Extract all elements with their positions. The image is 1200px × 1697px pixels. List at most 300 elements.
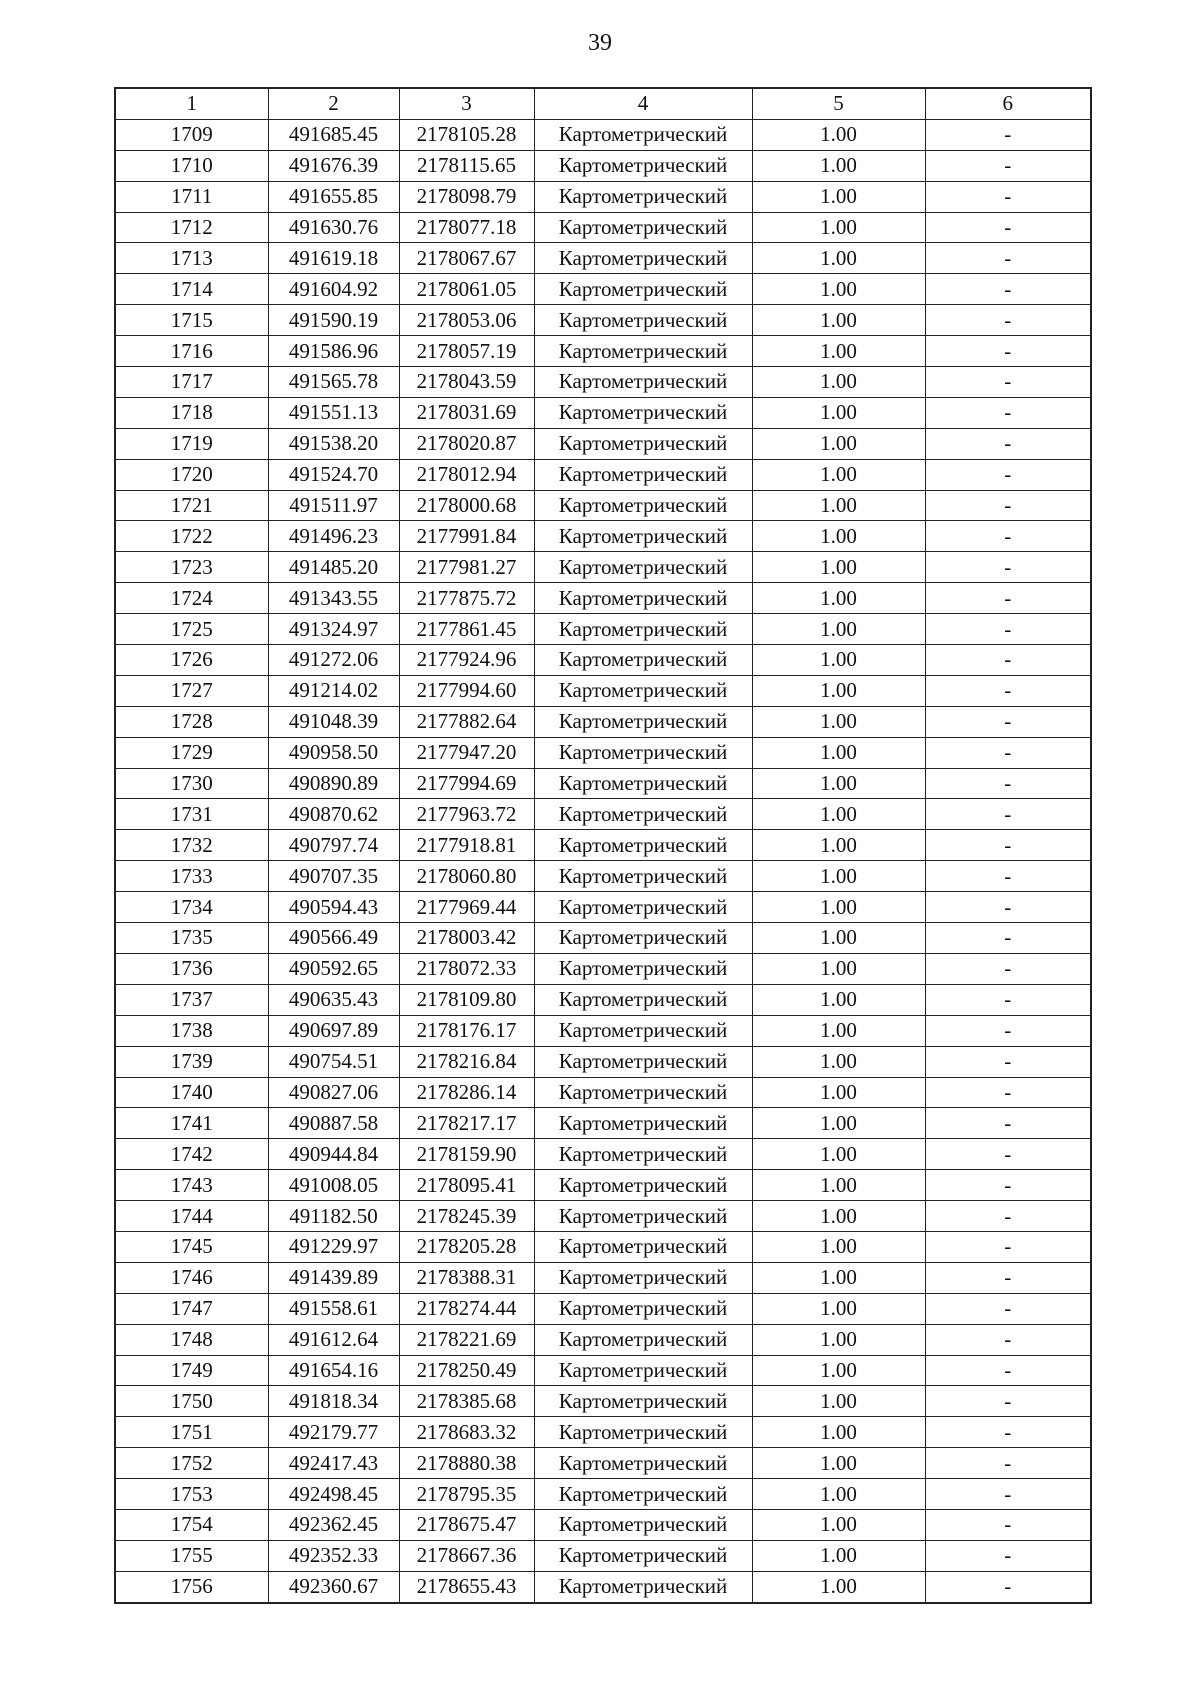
method-cell: Картометрический — [534, 212, 752, 243]
column-header: 5 — [752, 88, 925, 119]
description-cell: - — [925, 305, 1091, 336]
point-number-cell: 1756 — [115, 1571, 268, 1602]
x-coordinate-cell: 491182.50 — [268, 1201, 399, 1232]
y-coordinate-cell: 2178880.38 — [399, 1448, 534, 1479]
y-coordinate-cell: 2178683.32 — [399, 1417, 534, 1448]
x-coordinate-cell: 490697.89 — [268, 1015, 399, 1046]
y-coordinate-cell: 2178388.31 — [399, 1262, 534, 1293]
description-cell: - — [925, 212, 1091, 243]
point-number-cell: 1740 — [115, 1077, 268, 1108]
description-cell: - — [925, 923, 1091, 954]
point-number-cell: 1746 — [115, 1262, 268, 1293]
point-number-cell: 1728 — [115, 706, 268, 737]
description-cell: - — [925, 1324, 1091, 1355]
x-coordinate-cell: 491496.23 — [268, 521, 399, 552]
point-number-cell: 1722 — [115, 521, 268, 552]
x-coordinate-cell: 491524.70 — [268, 459, 399, 490]
y-coordinate-cell: 2178012.94 — [399, 459, 534, 490]
method-cell: Картометрический — [534, 861, 752, 892]
x-coordinate-cell: 491654.16 — [268, 1355, 399, 1386]
method-cell: Картометрический — [534, 1170, 752, 1201]
y-coordinate-cell: 2178061.05 — [399, 274, 534, 305]
x-coordinate-cell: 491590.19 — [268, 305, 399, 336]
point-number-cell: 1734 — [115, 892, 268, 923]
method-cell: Картометрический — [534, 428, 752, 459]
description-cell: - — [925, 1571, 1091, 1602]
point-number-cell: 1752 — [115, 1448, 268, 1479]
description-cell: - — [925, 274, 1091, 305]
x-coordinate-cell: 490566.49 — [268, 923, 399, 954]
accuracy-cell: 1.00 — [752, 923, 925, 954]
accuracy-cell: 1.00 — [752, 1170, 925, 1201]
accuracy-cell: 1.00 — [752, 861, 925, 892]
header-row — [115, 88, 1091, 119]
table-row — [115, 181, 1091, 212]
point-number-cell: 1732 — [115, 830, 268, 861]
table-row — [115, 397, 1091, 428]
method-cell: Картометрический — [534, 799, 752, 830]
method-cell: Картометрический — [534, 397, 752, 428]
description-cell: - — [925, 614, 1091, 645]
x-coordinate-cell: 491538.20 — [268, 428, 399, 459]
method-cell: Картометрический — [534, 1509, 752, 1540]
table-row — [115, 923, 1091, 954]
x-coordinate-cell: 490890.89 — [268, 768, 399, 799]
table-row — [115, 1324, 1091, 1355]
y-coordinate-cell: 2178286.14 — [399, 1077, 534, 1108]
description-cell: - — [925, 1077, 1091, 1108]
table-row — [115, 367, 1091, 398]
table-row — [115, 490, 1091, 521]
table-row — [115, 1231, 1091, 1262]
point-number-cell: 1723 — [115, 552, 268, 583]
accuracy-cell: 1.00 — [752, 645, 925, 676]
accuracy-cell: 1.00 — [752, 1201, 925, 1232]
point-number-cell: 1736 — [115, 953, 268, 984]
x-coordinate-cell: 491343.55 — [268, 583, 399, 614]
accuracy-cell: 1.00 — [752, 892, 925, 923]
y-coordinate-cell: 2178072.33 — [399, 953, 534, 984]
description-cell: - — [925, 706, 1091, 737]
description-cell: - — [925, 1448, 1091, 1479]
description-cell: - — [925, 953, 1091, 984]
accuracy-cell: 1.00 — [752, 1015, 925, 1046]
point-number-cell: 1745 — [115, 1231, 268, 1262]
point-number-cell: 1744 — [115, 1201, 268, 1232]
description-cell: - — [925, 397, 1091, 428]
method-cell: Картометрический — [534, 1417, 752, 1448]
y-coordinate-cell: 2178216.84 — [399, 1046, 534, 1077]
column-header: 4 — [534, 88, 752, 119]
point-number-cell: 1748 — [115, 1324, 268, 1355]
y-coordinate-cell: 2178795.35 — [399, 1479, 534, 1510]
y-coordinate-cell: 2178105.28 — [399, 119, 534, 150]
x-coordinate-cell: 491558.61 — [268, 1293, 399, 1324]
method-cell: Картометрический — [534, 1139, 752, 1170]
accuracy-cell: 1.00 — [752, 552, 925, 583]
column-header: 1 — [115, 88, 268, 119]
table-row — [115, 212, 1091, 243]
point-number-cell: 1715 — [115, 305, 268, 336]
description-cell: - — [925, 1355, 1091, 1386]
y-coordinate-cell: 2178159.90 — [399, 1139, 534, 1170]
point-number-cell: 1739 — [115, 1046, 268, 1077]
description-cell: - — [925, 336, 1091, 367]
table-row — [115, 1386, 1091, 1417]
accuracy-cell: 1.00 — [752, 737, 925, 768]
description-cell: - — [925, 737, 1091, 768]
y-coordinate-cell: 2177969.44 — [399, 892, 534, 923]
accuracy-cell: 1.00 — [752, 1077, 925, 1108]
accuracy-cell: 1.00 — [752, 397, 925, 428]
column-header: 6 — [925, 88, 1091, 119]
accuracy-cell: 1.00 — [752, 1417, 925, 1448]
accuracy-cell: 1.00 — [752, 1571, 925, 1602]
method-cell: Картометрический — [534, 583, 752, 614]
y-coordinate-cell: 2178098.79 — [399, 181, 534, 212]
table-row — [115, 243, 1091, 274]
x-coordinate-cell: 490887.58 — [268, 1108, 399, 1139]
accuracy-cell: 1.00 — [752, 1293, 925, 1324]
point-number-cell: 1738 — [115, 1015, 268, 1046]
x-coordinate-cell: 491612.64 — [268, 1324, 399, 1355]
method-cell: Картометрический — [534, 459, 752, 490]
point-number-cell: 1741 — [115, 1108, 268, 1139]
accuracy-cell: 1.00 — [752, 614, 925, 645]
x-coordinate-cell: 491229.97 — [268, 1231, 399, 1262]
table-row — [115, 1108, 1091, 1139]
accuracy-cell: 1.00 — [752, 119, 925, 150]
x-coordinate-cell: 490594.43 — [268, 892, 399, 923]
table-row — [115, 552, 1091, 583]
method-cell: Картометрический — [534, 1571, 752, 1602]
x-coordinate-cell: 492352.33 — [268, 1540, 399, 1571]
table-row — [115, 675, 1091, 706]
table-row — [115, 768, 1091, 799]
page-number: 39 — [588, 30, 612, 56]
description-cell: - — [925, 1108, 1091, 1139]
y-coordinate-cell: 2178095.41 — [399, 1170, 534, 1201]
description-cell: - — [925, 1386, 1091, 1417]
y-coordinate-cell: 2178675.47 — [399, 1509, 534, 1540]
y-coordinate-cell: 2178053.06 — [399, 305, 534, 336]
method-cell: Картометрический — [534, 1479, 752, 1510]
method-cell: Картометрический — [534, 1386, 752, 1417]
method-cell: Картометрический — [534, 1108, 752, 1139]
description-cell: - — [925, 521, 1091, 552]
y-coordinate-cell: 2177918.81 — [399, 830, 534, 861]
table-row — [115, 861, 1091, 892]
x-coordinate-cell: 491214.02 — [268, 675, 399, 706]
description-cell: - — [925, 583, 1091, 614]
table-row — [115, 1571, 1091, 1602]
y-coordinate-cell: 2177994.60 — [399, 675, 534, 706]
method-cell: Картометрический — [534, 150, 752, 181]
method-cell: Картометрический — [534, 305, 752, 336]
table-body — [115, 119, 1091, 1602]
description-cell: - — [925, 1170, 1091, 1201]
y-coordinate-cell: 2178385.68 — [399, 1386, 534, 1417]
description-cell: - — [925, 552, 1091, 583]
method-cell: Картометрический — [534, 1262, 752, 1293]
accuracy-cell: 1.00 — [752, 150, 925, 181]
description-cell: - — [925, 1509, 1091, 1540]
x-coordinate-cell: 491272.06 — [268, 645, 399, 676]
x-coordinate-cell: 491685.45 — [268, 119, 399, 150]
x-coordinate-cell: 490944.84 — [268, 1139, 399, 1170]
y-coordinate-cell: 2178205.28 — [399, 1231, 534, 1262]
accuracy-cell: 1.00 — [752, 274, 925, 305]
point-number-cell: 1753 — [115, 1479, 268, 1510]
description-cell: - — [925, 1201, 1091, 1232]
description-cell: - — [925, 428, 1091, 459]
method-cell: Картометрический — [534, 892, 752, 923]
method-cell: Картометрический — [534, 737, 752, 768]
table-row — [115, 1139, 1091, 1170]
accuracy-cell: 1.00 — [752, 336, 925, 367]
point-number-cell: 1717 — [115, 367, 268, 398]
accuracy-cell: 1.00 — [752, 490, 925, 521]
description-cell: - — [925, 861, 1091, 892]
description-cell: - — [925, 150, 1091, 181]
accuracy-cell: 1.00 — [752, 583, 925, 614]
table-row — [115, 614, 1091, 645]
method-cell: Картометрический — [534, 923, 752, 954]
table-row — [115, 583, 1091, 614]
x-coordinate-cell: 491324.97 — [268, 614, 399, 645]
y-coordinate-cell: 2178217.17 — [399, 1108, 534, 1139]
table-row — [115, 1170, 1091, 1201]
table-row — [115, 1046, 1091, 1077]
y-coordinate-cell: 2177924.96 — [399, 645, 534, 676]
column-header: 3 — [399, 88, 534, 119]
description-cell: - — [925, 1293, 1091, 1324]
table-row — [115, 119, 1091, 150]
description-cell: - — [925, 768, 1091, 799]
x-coordinate-cell: 491655.85 — [268, 181, 399, 212]
y-coordinate-cell: 2177991.84 — [399, 521, 534, 552]
method-cell: Картометрический — [534, 1355, 752, 1386]
method-cell: Картометрический — [534, 1046, 752, 1077]
point-number-cell: 1751 — [115, 1417, 268, 1448]
point-number-cell: 1726 — [115, 645, 268, 676]
point-number-cell: 1716 — [115, 336, 268, 367]
method-cell: Картометрический — [534, 521, 752, 552]
accuracy-cell: 1.00 — [752, 953, 925, 984]
accuracy-cell: 1.00 — [752, 1479, 925, 1510]
x-coordinate-cell: 490635.43 — [268, 984, 399, 1015]
accuracy-cell: 1.00 — [752, 459, 925, 490]
point-number-cell: 1733 — [115, 861, 268, 892]
method-cell: Картометрический — [534, 645, 752, 676]
point-number-cell: 1749 — [115, 1355, 268, 1386]
y-coordinate-cell: 2178245.39 — [399, 1201, 534, 1232]
accuracy-cell: 1.00 — [752, 768, 925, 799]
table-row — [115, 1417, 1091, 1448]
x-coordinate-cell: 491439.89 — [268, 1262, 399, 1293]
y-coordinate-cell: 2178060.80 — [399, 861, 534, 892]
accuracy-cell: 1.00 — [752, 1509, 925, 1540]
description-cell: - — [925, 645, 1091, 676]
column-header: 2 — [268, 88, 399, 119]
table-row — [115, 984, 1091, 1015]
y-coordinate-cell: 2178109.80 — [399, 984, 534, 1015]
accuracy-cell: 1.00 — [752, 367, 925, 398]
y-coordinate-cell: 2177947.20 — [399, 737, 534, 768]
description-cell: - — [925, 119, 1091, 150]
accuracy-cell: 1.00 — [752, 1324, 925, 1355]
accuracy-cell: 1.00 — [752, 428, 925, 459]
point-number-cell: 1735 — [115, 923, 268, 954]
point-number-cell: 1727 — [115, 675, 268, 706]
y-coordinate-cell: 2178176.17 — [399, 1015, 534, 1046]
x-coordinate-cell: 491586.96 — [268, 336, 399, 367]
x-coordinate-cell: 490827.06 — [268, 1077, 399, 1108]
y-coordinate-cell: 2178667.36 — [399, 1540, 534, 1571]
method-cell: Картометрический — [534, 1015, 752, 1046]
accuracy-cell: 1.00 — [752, 521, 925, 552]
method-cell: Картометрический — [534, 830, 752, 861]
point-number-cell: 1747 — [115, 1293, 268, 1324]
table-row — [115, 1077, 1091, 1108]
table-row — [115, 336, 1091, 367]
table-row — [115, 1509, 1091, 1540]
x-coordinate-cell: 490870.62 — [268, 799, 399, 830]
point-number-cell: 1731 — [115, 799, 268, 830]
y-coordinate-cell: 2178000.68 — [399, 490, 534, 521]
table-row — [115, 799, 1091, 830]
table-row — [115, 1201, 1091, 1232]
description-cell: - — [925, 675, 1091, 706]
accuracy-cell: 1.00 — [752, 1355, 925, 1386]
x-coordinate-cell: 491604.92 — [268, 274, 399, 305]
accuracy-cell: 1.00 — [752, 305, 925, 336]
y-coordinate-cell: 2177963.72 — [399, 799, 534, 830]
y-coordinate-cell: 2178031.69 — [399, 397, 534, 428]
method-cell: Картометрический — [534, 367, 752, 398]
accuracy-cell: 1.00 — [752, 1231, 925, 1262]
point-number-cell: 1719 — [115, 428, 268, 459]
y-coordinate-cell: 2178655.43 — [399, 1571, 534, 1602]
coordinates-table — [114, 87, 1092, 1604]
table-row — [115, 150, 1091, 181]
description-cell: - — [925, 1139, 1091, 1170]
x-coordinate-cell: 491048.39 — [268, 706, 399, 737]
x-coordinate-cell: 490797.74 — [268, 830, 399, 861]
method-cell: Картометрический — [534, 119, 752, 150]
point-number-cell: 1725 — [115, 614, 268, 645]
table-row — [115, 459, 1091, 490]
y-coordinate-cell: 2178077.18 — [399, 212, 534, 243]
accuracy-cell: 1.00 — [752, 706, 925, 737]
accuracy-cell: 1.00 — [752, 181, 925, 212]
point-number-cell: 1718 — [115, 397, 268, 428]
x-coordinate-cell: 490754.51 — [268, 1046, 399, 1077]
point-number-cell: 1713 — [115, 243, 268, 274]
point-number-cell: 1729 — [115, 737, 268, 768]
x-coordinate-cell: 491676.39 — [268, 150, 399, 181]
description-cell: - — [925, 799, 1091, 830]
method-cell: Картометрический — [534, 1077, 752, 1108]
description-cell: - — [925, 1479, 1091, 1510]
x-coordinate-cell: 490958.50 — [268, 737, 399, 768]
method-cell: Картометрический — [534, 706, 752, 737]
x-coordinate-cell: 491630.76 — [268, 212, 399, 243]
method-cell: Картометрический — [534, 336, 752, 367]
point-number-cell: 1755 — [115, 1540, 268, 1571]
table-row — [115, 706, 1091, 737]
x-coordinate-cell: 491551.13 — [268, 397, 399, 428]
table-row — [115, 274, 1091, 305]
method-cell: Картометрический — [534, 1540, 752, 1571]
method-cell: Картометрический — [534, 490, 752, 521]
point-number-cell: 1711 — [115, 181, 268, 212]
x-coordinate-cell: 491818.34 — [268, 1386, 399, 1417]
point-number-cell: 1720 — [115, 459, 268, 490]
description-cell: - — [925, 1417, 1091, 1448]
table-row — [115, 1355, 1091, 1386]
method-cell: Картометрический — [534, 1324, 752, 1355]
table-row — [115, 1015, 1091, 1046]
point-number-cell: 1750 — [115, 1386, 268, 1417]
x-coordinate-cell: 490707.35 — [268, 861, 399, 892]
accuracy-cell: 1.00 — [752, 1139, 925, 1170]
description-cell: - — [925, 1015, 1091, 1046]
point-number-cell: 1712 — [115, 212, 268, 243]
x-coordinate-cell: 492179.77 — [268, 1417, 399, 1448]
y-coordinate-cell: 2177994.69 — [399, 768, 534, 799]
accuracy-cell: 1.00 — [752, 1262, 925, 1293]
method-cell: Картометрический — [534, 1201, 752, 1232]
x-coordinate-cell: 492360.67 — [268, 1571, 399, 1602]
accuracy-cell: 1.00 — [752, 830, 925, 861]
x-coordinate-cell: 492417.43 — [268, 1448, 399, 1479]
point-number-cell: 1710 — [115, 150, 268, 181]
point-number-cell: 1714 — [115, 274, 268, 305]
description-cell: - — [925, 181, 1091, 212]
y-coordinate-cell: 2178057.19 — [399, 336, 534, 367]
description-cell: - — [925, 892, 1091, 923]
description-cell: - — [925, 459, 1091, 490]
accuracy-cell: 1.00 — [752, 1540, 925, 1571]
method-cell: Картометрический — [534, 768, 752, 799]
table-row — [115, 521, 1091, 552]
method-cell: Картометрический — [534, 243, 752, 274]
x-coordinate-cell: 491565.78 — [268, 367, 399, 398]
table-row — [115, 892, 1091, 923]
point-number-cell: 1709 — [115, 119, 268, 150]
accuracy-cell: 1.00 — [752, 1448, 925, 1479]
x-coordinate-cell: 490592.65 — [268, 953, 399, 984]
method-cell: Картометрический — [534, 181, 752, 212]
y-coordinate-cell: 2177875.72 — [399, 583, 534, 614]
table-row — [115, 428, 1091, 459]
description-cell: - — [925, 984, 1091, 1015]
description-cell: - — [925, 1540, 1091, 1571]
y-coordinate-cell: 2178115.65 — [399, 150, 534, 181]
table-row — [115, 1448, 1091, 1479]
accuracy-cell: 1.00 — [752, 1108, 925, 1139]
table-row — [115, 953, 1091, 984]
method-cell: Картометрический — [534, 552, 752, 583]
accuracy-cell: 1.00 — [752, 212, 925, 243]
y-coordinate-cell: 2178250.49 — [399, 1355, 534, 1386]
point-number-cell: 1730 — [115, 768, 268, 799]
y-coordinate-cell: 2178020.87 — [399, 428, 534, 459]
accuracy-cell: 1.00 — [752, 1386, 925, 1417]
description-cell: - — [925, 490, 1091, 521]
y-coordinate-cell: 2177861.45 — [399, 614, 534, 645]
